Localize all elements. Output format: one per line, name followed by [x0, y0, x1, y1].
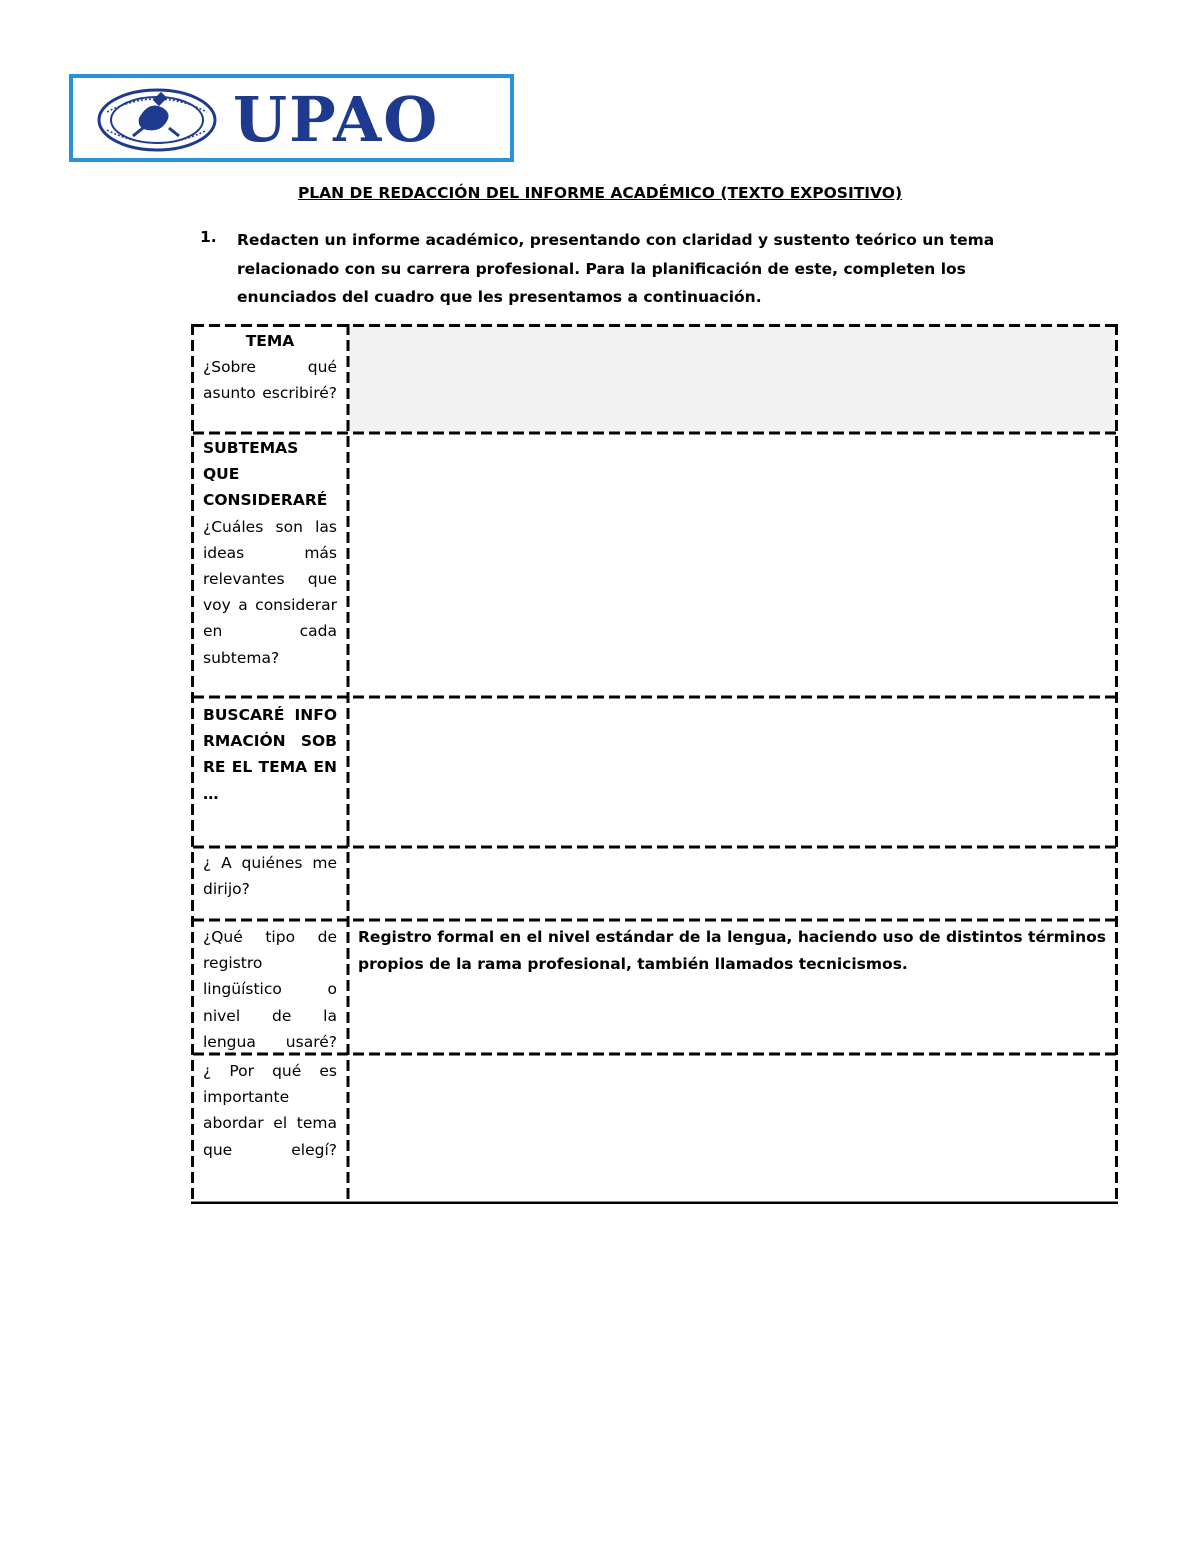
table-row-importancia: [203, 1058, 337, 1163]
row-label: ¿ A quiénes me dirijo?: [203, 854, 337, 899]
logo-wordmark: UPAO: [233, 83, 440, 156]
table-row-destinatarios: [203, 850, 337, 902]
instruction-text: Redacten un informe académico, presentando con claridad y sustento teórico un tema relacionado con su carrera profesional. Para la planificación de este, completen los enunciados del cuadro que les presentamos a continuación.: [237, 231, 995, 306]
row-label: ¿Qué tipo de registro lingüístico o nivel de la lengua usaré?: [203, 928, 337, 1051]
row-label: ¿ Por qué es importante abordar el tema que elegí?: [203, 1062, 337, 1159]
row-label: ¿Sobre qué asunto escribiré?: [203, 358, 337, 403]
instruction-number: 1.: [200, 228, 217, 246]
row-heading: TEMA: [245, 332, 295, 350]
answer-cell[interactable]: Registro formal en el nivel estándar de la lengua, haciendo uso de distintos términos propios de la rama profesional, también llamados tecnicismos.: [358, 928, 1106, 973]
document-title: PLAN DE REDACCIÓN DEL INFORME ACADÉMICO (TEXTO EXPOSITIVO): [297, 184, 903, 202]
row-heading: SUBTEMAS QUE CONSIDERARÉ: [203, 439, 328, 510]
table-row-subtemas: [203, 435, 337, 671]
row-label: ¿Cuáles son las ideas más relevantes que voy a considerar en cada subtema?: [203, 517, 337, 667]
table-row-buscare: [203, 702, 337, 807]
logo: [69, 74, 514, 162]
table-row-tema: [203, 328, 337, 407]
table-row-registro: [203, 924, 337, 1055]
row-heading: BUSCARÉ INFORMACIÓN SOBRE EL TEMA EN …: [203, 706, 337, 803]
